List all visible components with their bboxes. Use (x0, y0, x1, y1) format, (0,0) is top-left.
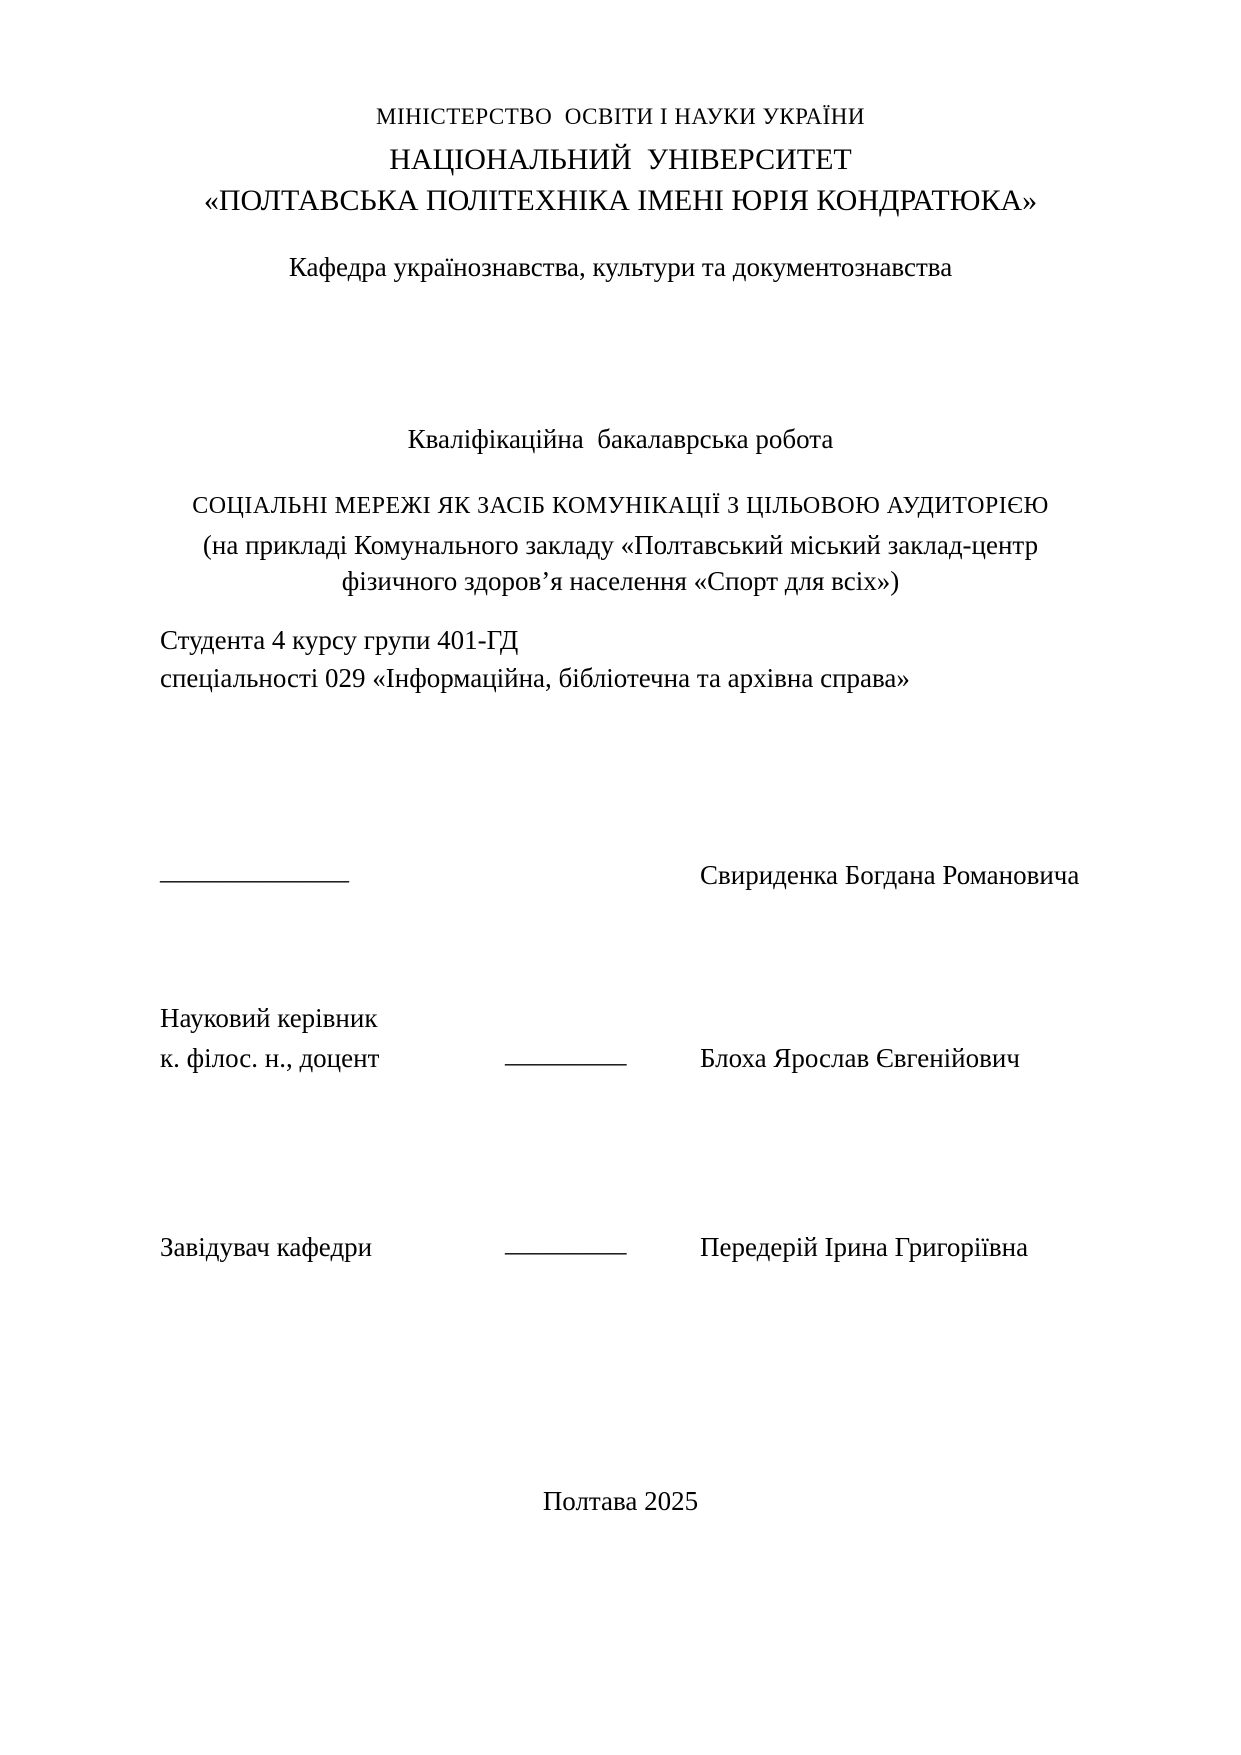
supervisor-degree-label: к. філос. н., доцент (160, 1043, 380, 1073)
university-name-line: «ПОЛТАВСЬКА ПОЛІТЕХНІКА ІМЕНІ ЮРІЯ КОНДРАТЮКА» (203, 184, 1038, 217)
student-course-line: Студента 4 курсу групи 401-ГД (160, 625, 519, 655)
work-type-line: Кваліфікаційна бакалаврська робота (407, 424, 834, 454)
department-line: Кафедра українознавства, культури та документознавства (288, 252, 953, 282)
supervisor-signature-blank: _________ (505, 1038, 627, 1068)
department-head-role-label: Завідувач кафедри (160, 1232, 373, 1262)
student-signature-blank: ______________ (160, 855, 349, 885)
department-head-signature-blank: _________ (505, 1227, 627, 1257)
city-year-line: Полтава 2025 (542, 1486, 699, 1516)
ministry-line: МІНІСТЕРСТВО ОСВІТИ І НАУКИ УКРАЇНИ (376, 104, 865, 129)
student-name: Свириденка Богдана Романовича (700, 860, 1080, 890)
student-speciality-line: спеціальності 029 «Інформаційна, бібліотечна та архівна справа» (160, 663, 910, 693)
university-line: НАЦІОНАЛЬНИЙ УНІВЕРСИТЕТ (389, 143, 852, 176)
work-subtitle-line2: фізичного здоров’я населення «Спорт для всіх») (341, 566, 900, 596)
supervisor-role-label: Науковий керівник (160, 1003, 378, 1033)
work-title: СОЦІАЛЬНІ МЕРЕЖІ ЯК ЗАСІБ КОМУНІКАЦІЇ З ЦІЛЬОВОЮ АУДИТОРІЄЮ (192, 493, 1049, 519)
supervisor-name: Блоха Ярослав Євгенійович (700, 1043, 1020, 1073)
department-head-name: Передерій Ірина Григоріївна (700, 1232, 1029, 1262)
work-subtitle-line1: (на прикладі Комунального закладу «Полтавський міський заклад-центр (202, 530, 1039, 560)
